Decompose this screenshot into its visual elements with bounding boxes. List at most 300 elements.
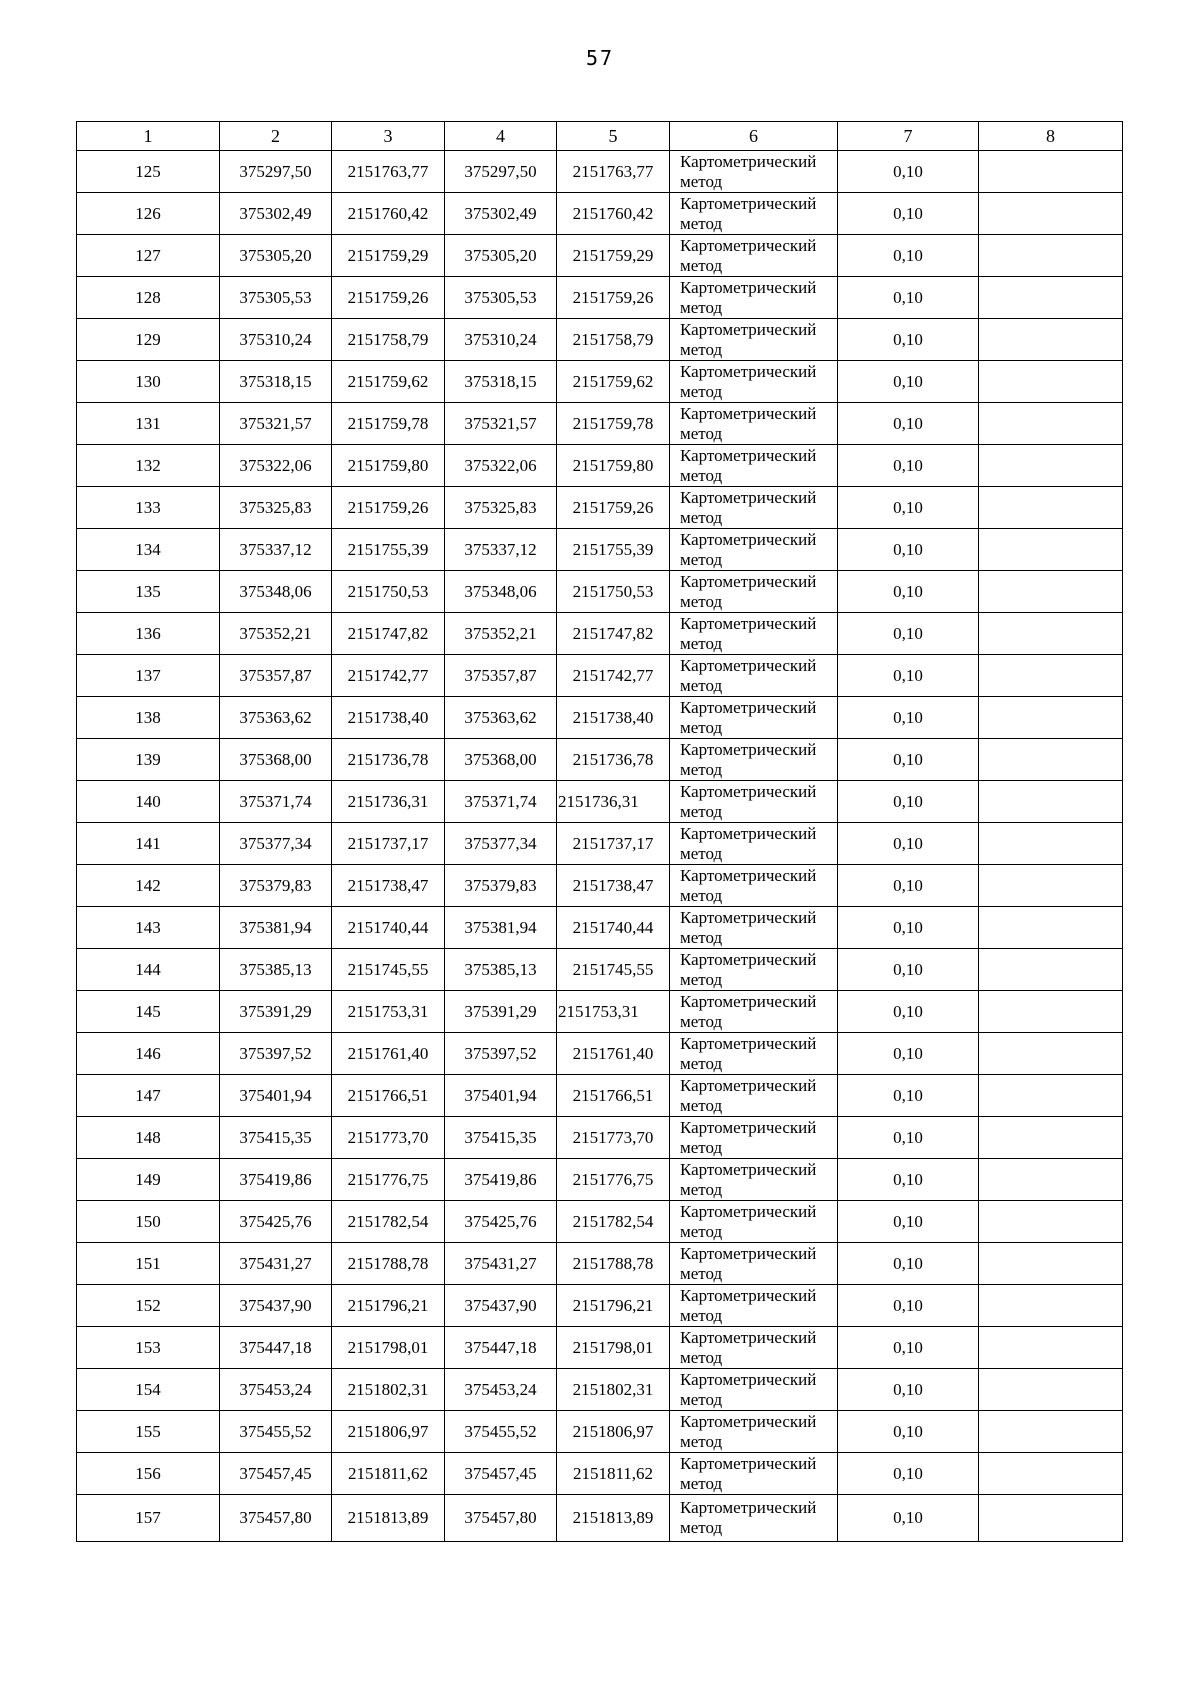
method-line-1: Картометрический [680,1159,817,1179]
table-row [77,277,1123,319]
column-header: 4 [445,122,557,151]
accuracy-cell: 0,10 [838,1033,979,1075]
y-coordinate-new-cell: 2151773,70 [557,1117,670,1159]
note-cell [979,781,1123,823]
point-number-cell: 141 [77,823,220,865]
accuracy-cell: 0,10 [838,361,979,403]
method-cell [670,1453,838,1495]
method-cell [670,1243,838,1285]
y-coordinate-cell: 2151798,01 [332,1327,445,1369]
point-number-cell: 147 [77,1075,220,1117]
x-coordinate-cell: 375322,06 [220,445,332,487]
point-number-cell: 156 [77,1453,220,1495]
method-line-2: метод [680,1518,723,1537]
y-coordinate-cell: 2151750,53 [332,571,445,613]
x-coordinate-new-cell: 375385,13 [445,949,557,991]
method-cell [670,991,838,1033]
method-line-2: метод [680,927,723,947]
y-coordinate-cell: 2151737,17 [332,823,445,865]
method-line-2: метод [680,633,723,653]
table-row [77,403,1123,445]
x-coordinate-cell: 375377,34 [220,823,332,865]
table-row [77,235,1123,277]
y-coordinate-new-cell: 2151745,55 [557,949,670,991]
table-row [77,1243,1123,1285]
y-coordinate-new-cell: 2151750,53 [557,571,670,613]
note-cell [979,1117,1123,1159]
y-coordinate-new-cell: 2151760,42 [557,193,670,235]
accuracy-cell: 0,10 [838,823,979,865]
method-line-1: Картометрический [680,655,817,675]
table-row [77,1159,1123,1201]
y-coordinate-cell: 2151773,70 [332,1117,445,1159]
method-cell [670,781,838,823]
x-coordinate-cell: 375310,24 [220,319,332,361]
y-coordinate-new-cell: 2151738,40 [557,697,670,739]
y-coordinate-cell: 2151761,40 [332,1033,445,1075]
page-number: 57 [585,46,615,70]
y-coordinate-new-cell: 2151776,75 [557,1159,670,1201]
accuracy-cell: 0,10 [838,739,979,781]
method-cell [670,865,838,907]
point-number-cell: 133 [77,487,220,529]
method-line-2: метод [680,1389,723,1409]
x-coordinate-cell: 375419,86 [220,1159,332,1201]
note-cell [979,571,1123,613]
y-coordinate-new-cell: 2151802,31 [557,1369,670,1411]
accuracy-cell: 0,10 [838,781,979,823]
x-coordinate-new-cell: 375305,20 [445,235,557,277]
x-coordinate-cell: 375431,27 [220,1243,332,1285]
x-coordinate-cell: 375457,45 [220,1453,332,1495]
y-coordinate-new-cell: 2151736,78 [557,739,670,781]
note-cell [979,697,1123,739]
point-number-cell: 148 [77,1117,220,1159]
note-cell [979,613,1123,655]
method-cell [670,361,838,403]
y-coordinate-cell: 2151759,80 [332,445,445,487]
x-coordinate-cell: 375363,62 [220,697,332,739]
x-coordinate-cell: 375305,20 [220,235,332,277]
column-header: 3 [332,122,445,151]
method-line-2: метод [680,549,723,569]
y-coordinate-new-cell: 2151742,77 [557,655,670,697]
method-cell [670,1327,838,1369]
x-coordinate-new-cell: 375348,06 [445,571,557,613]
method-line-1: Картометрический [680,403,817,423]
method-line-2: метод [680,171,723,191]
y-coordinate-new-cell: 2151761,40 [557,1033,670,1075]
x-coordinate-new-cell: 375401,94 [445,1075,557,1117]
point-number-cell: 127 [77,235,220,277]
method-line-2: метод [680,969,723,989]
y-coordinate-new-cell: 2151759,26 [557,487,670,529]
point-number-cell: 140 [77,781,220,823]
y-coordinate-cell: 2151758,79 [332,319,445,361]
table-row [77,655,1123,697]
method-line-2: метод [680,591,723,611]
method-cell [670,823,838,865]
column-header: 8 [979,122,1123,151]
method-cell [670,949,838,991]
x-coordinate-cell: 375321,57 [220,403,332,445]
column-header: 6 [670,122,838,151]
method-line-1: Картометрический [680,1453,817,1473]
accuracy-cell: 0,10 [838,445,979,487]
method-cell [670,1117,838,1159]
method-cell [670,403,838,445]
accuracy-cell: 0,10 [838,487,979,529]
accuracy-cell: 0,10 [838,403,979,445]
table-body [77,151,1123,1542]
y-coordinate-new-cell: 2151738,47 [557,865,670,907]
method-line-2: метод [680,675,723,695]
accuracy-cell: 0,10 [838,1327,979,1369]
table-row [77,445,1123,487]
x-coordinate-new-cell: 375305,53 [445,277,557,319]
y-coordinate-cell: 2151759,26 [332,277,445,319]
y-coordinate-cell: 2151747,82 [332,613,445,655]
accuracy-cell: 0,10 [838,1117,979,1159]
y-coordinate-cell: 2151738,40 [332,697,445,739]
x-coordinate-new-cell: 375455,52 [445,1411,557,1453]
x-coordinate-new-cell: 375318,15 [445,361,557,403]
method-cell [670,529,838,571]
note-cell [979,655,1123,697]
point-number-cell: 150 [77,1201,220,1243]
y-coordinate-cell: 2151753,31 [332,991,445,1033]
accuracy-cell: 0,10 [838,991,979,1033]
method-line-1: Картометрический [680,277,817,297]
x-coordinate-new-cell: 375325,83 [445,487,557,529]
method-cell [670,1159,838,1201]
note-cell [979,907,1123,949]
table-header [77,122,1123,151]
note-cell [979,403,1123,445]
x-coordinate-cell: 375379,83 [220,865,332,907]
method-cell [670,151,838,193]
method-cell [670,445,838,487]
note-cell [979,991,1123,1033]
table-row [77,823,1123,865]
note-cell [979,1159,1123,1201]
table-row [77,1033,1123,1075]
table-row [77,1495,1123,1542]
x-coordinate-cell: 375368,00 [220,739,332,781]
x-coordinate-new-cell: 375377,34 [445,823,557,865]
y-coordinate-new-cell: 2151759,29 [557,235,670,277]
point-number-cell: 143 [77,907,220,949]
x-coordinate-new-cell: 375437,90 [445,1285,557,1327]
accuracy-cell: 0,10 [838,277,979,319]
x-coordinate-new-cell: 375415,35 [445,1117,557,1159]
y-coordinate-new-cell: 2151747,82 [557,613,670,655]
accuracy-cell: 0,10 [838,1495,979,1542]
table-row [77,361,1123,403]
accuracy-cell: 0,10 [838,613,979,655]
x-coordinate-cell: 375348,06 [220,571,332,613]
method-cell [670,1495,838,1542]
table-row [77,151,1123,193]
method-line-2: метод [680,1305,723,1325]
method-line-1: Картометрический [680,571,817,591]
note-cell [979,865,1123,907]
note-cell [979,277,1123,319]
y-coordinate-cell: 2151813,89 [332,1495,445,1542]
point-number-cell: 138 [77,697,220,739]
table-row [77,1201,1123,1243]
accuracy-cell: 0,10 [838,697,979,739]
accuracy-cell: 0,10 [838,1369,979,1411]
y-coordinate-cell: 2151740,44 [332,907,445,949]
y-coordinate-cell: 2151742,77 [332,655,445,697]
table-row [77,1369,1123,1411]
method-line-2: метод [680,1473,723,1493]
x-coordinate-cell: 375385,13 [220,949,332,991]
note-cell [979,319,1123,361]
x-coordinate-cell: 375453,24 [220,1369,332,1411]
method-line-1: Картометрический [680,739,817,759]
y-coordinate-cell: 2151759,78 [332,403,445,445]
method-line-1: Картометрический [680,1075,817,1095]
point-number-cell: 152 [77,1285,220,1327]
y-coordinate-new-cell: 2151758,79 [557,319,670,361]
y-coordinate-new-cell: 2151737,17 [557,823,670,865]
method-cell [670,655,838,697]
accuracy-cell: 0,10 [838,151,979,193]
point-number-cell: 137 [77,655,220,697]
x-coordinate-cell: 375457,80 [220,1495,332,1542]
x-coordinate-cell: 375305,53 [220,277,332,319]
column-header: 7 [838,122,979,151]
y-coordinate-cell: 2151763,77 [332,151,445,193]
method-line-1: Картометрический [680,1411,817,1431]
accuracy-cell: 0,10 [838,571,979,613]
note-cell [979,1369,1123,1411]
x-coordinate-cell: 375325,83 [220,487,332,529]
method-line-2: метод [680,339,723,359]
method-line-2: метод [680,1053,723,1073]
x-coordinate-cell: 375425,76 [220,1201,332,1243]
accuracy-cell: 0,10 [838,1285,979,1327]
x-coordinate-new-cell: 375379,83 [445,865,557,907]
method-line-1: Картометрический [680,823,817,843]
accuracy-cell: 0,10 [838,235,979,277]
y-coordinate-cell: 2151760,42 [332,193,445,235]
note-cell [979,1033,1123,1075]
x-coordinate-cell: 375381,94 [220,907,332,949]
method-line-2: метод [680,885,723,905]
method-line-2: метод [680,801,723,821]
method-cell [670,907,838,949]
y-coordinate-cell: 2151782,54 [332,1201,445,1243]
method-cell [670,1369,838,1411]
method-line-2: метод [680,381,723,401]
y-coordinate-new-cell: 2151813,89 [557,1495,670,1542]
method-cell [670,697,838,739]
point-number-cell: 149 [77,1159,220,1201]
x-coordinate-new-cell: 375457,80 [445,1495,557,1542]
x-coordinate-cell: 375415,35 [220,1117,332,1159]
method-cell [670,487,838,529]
method-line-2: метод [680,843,723,863]
method-line-2: метод [680,213,723,233]
accuracy-cell: 0,10 [838,1201,979,1243]
method-line-1: Картометрический [680,1033,817,1053]
method-cell [670,613,838,655]
x-coordinate-new-cell: 375322,06 [445,445,557,487]
method-line-2: метод [680,465,723,485]
x-coordinate-cell: 375297,50 [220,151,332,193]
y-coordinate-cell: 2151759,29 [332,235,445,277]
point-number-cell: 139 [77,739,220,781]
point-number-cell: 151 [77,1243,220,1285]
table-row [77,1285,1123,1327]
table-row [77,1327,1123,1369]
method-line-1: Картометрический [680,445,817,465]
accuracy-cell: 0,10 [838,1243,979,1285]
y-coordinate-cell: 2151802,31 [332,1369,445,1411]
method-cell [670,193,838,235]
method-line-1: Картометрический [680,1327,817,1347]
y-coordinate-new-cell: 2151811,62 [557,1453,670,1495]
method-line-1: Картометрический [680,529,817,549]
y-coordinate-cell: 2151759,26 [332,487,445,529]
y-coordinate-cell: 2151759,62 [332,361,445,403]
note-cell [979,739,1123,781]
note-cell [979,1327,1123,1369]
y-coordinate-new-cell: 2151753,31 [557,991,670,1033]
method-cell [670,235,838,277]
method-line-1: Картометрический [680,1117,817,1137]
table-row [77,1453,1123,1495]
x-coordinate-cell: 375397,52 [220,1033,332,1075]
method-line-2: метод [680,1179,723,1199]
accuracy-cell: 0,10 [838,1453,979,1495]
point-number-cell: 145 [77,991,220,1033]
method-line-1: Картометрический [680,193,817,213]
x-coordinate-new-cell: 375368,00 [445,739,557,781]
y-coordinate-cell: 2151796,21 [332,1285,445,1327]
point-number-cell: 130 [77,361,220,403]
table-row [77,529,1123,571]
x-coordinate-cell: 375337,12 [220,529,332,571]
method-line-1: Картометрический [680,487,817,507]
point-number-cell: 155 [77,1411,220,1453]
point-number-cell: 154 [77,1369,220,1411]
accuracy-cell: 0,10 [838,865,979,907]
accuracy-cell: 0,10 [838,907,979,949]
table-row [77,487,1123,529]
x-coordinate-new-cell: 375337,12 [445,529,557,571]
y-coordinate-new-cell: 2151736,31 [557,781,670,823]
method-line-1: Картометрический [680,235,817,255]
accuracy-cell: 0,10 [838,529,979,571]
x-coordinate-new-cell: 375352,21 [445,613,557,655]
method-line-2: метод [680,1011,723,1031]
x-coordinate-cell: 375302,49 [220,193,332,235]
table-row [77,739,1123,781]
method-cell [670,1411,838,1453]
method-line-1: Картометрический [680,1285,817,1305]
note-cell [979,487,1123,529]
point-number-cell: 157 [77,1495,220,1542]
y-coordinate-cell: 2151745,55 [332,949,445,991]
note-cell [979,445,1123,487]
y-coordinate-new-cell: 2151763,77 [557,151,670,193]
method-cell [670,319,838,361]
table-row [77,1075,1123,1117]
x-coordinate-new-cell: 375457,45 [445,1453,557,1495]
note-cell [979,1495,1123,1542]
method-line-2: метод [680,1137,723,1157]
method-line-2: метод [680,1347,723,1367]
y-coordinate-new-cell: 2151798,01 [557,1327,670,1369]
note-cell [979,151,1123,193]
accuracy-cell: 0,10 [838,655,979,697]
y-coordinate-new-cell: 2151740,44 [557,907,670,949]
point-number-cell: 146 [77,1033,220,1075]
x-coordinate-new-cell: 375321,57 [445,403,557,445]
method-line-2: метод [680,717,723,737]
method-line-1: Картометрический [680,907,817,927]
column-header: 2 [220,122,332,151]
x-coordinate-cell: 375401,94 [220,1075,332,1117]
coordinates-table [76,121,1123,1542]
note-cell [979,949,1123,991]
y-coordinate-cell: 2151811,62 [332,1453,445,1495]
x-coordinate-cell: 375371,74 [220,781,332,823]
column-header: 5 [557,122,670,151]
method-line-2: метод [680,1431,723,1451]
y-coordinate-cell: 2151755,39 [332,529,445,571]
note-cell [979,1201,1123,1243]
table-row [77,949,1123,991]
method-line-1: Картометрический [680,697,817,717]
table-row [77,865,1123,907]
x-coordinate-new-cell: 375425,76 [445,1201,557,1243]
point-number-cell: 126 [77,193,220,235]
table-row [77,613,1123,655]
x-coordinate-new-cell: 375381,94 [445,907,557,949]
x-coordinate-new-cell: 375391,29 [445,991,557,1033]
x-coordinate-cell: 375447,18 [220,1327,332,1369]
table-row [77,319,1123,361]
y-coordinate-new-cell: 2151788,78 [557,1243,670,1285]
accuracy-cell: 0,10 [838,319,979,361]
x-coordinate-new-cell: 375297,50 [445,151,557,193]
accuracy-cell: 0,10 [838,1159,979,1201]
method-line-1: Картометрический [680,1369,817,1389]
table-row [77,1411,1123,1453]
y-coordinate-cell: 2151788,78 [332,1243,445,1285]
method-line-2: метод [680,423,723,443]
table-row [77,1117,1123,1159]
x-coordinate-new-cell: 375310,24 [445,319,557,361]
y-coordinate-new-cell: 2151782,54 [557,1201,670,1243]
y-coordinate-new-cell: 2151759,62 [557,361,670,403]
method-line-1: Картометрический [680,1498,817,1517]
accuracy-cell: 0,10 [838,949,979,991]
table-row [77,571,1123,613]
method-cell [670,1075,838,1117]
method-line-1: Картометрический [680,1201,817,1221]
method-line-2: метод [680,759,723,779]
header-row [77,122,1123,151]
x-coordinate-new-cell: 375453,24 [445,1369,557,1411]
method-line-1: Картометрический [680,949,817,969]
table-row [77,781,1123,823]
